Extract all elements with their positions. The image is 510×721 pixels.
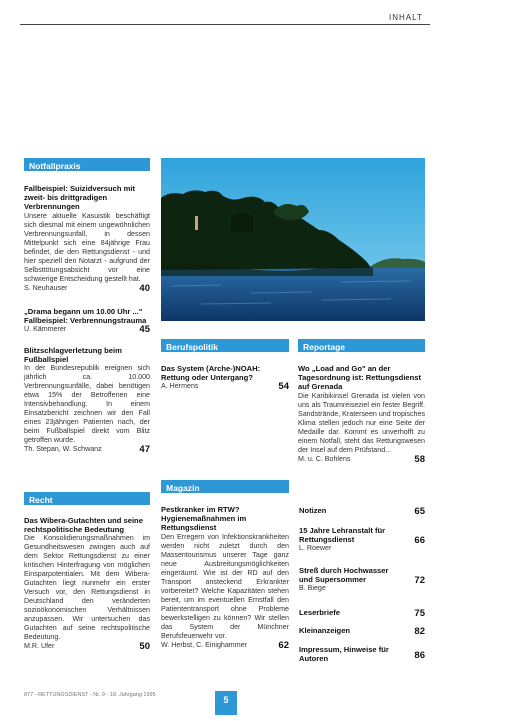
article-author: W. Herbst, C. Einighammer bbox=[161, 640, 247, 649]
article-title[interactable]: Das System (Arche-)NOAH: Rettung oder Untergang? bbox=[161, 364, 261, 383]
article-suizidversuch[interactable] bbox=[24, 184, 150, 293]
article-title[interactable]: Wo „Load and Go" an der Tagesordnung ist: Rettungsdienst auf Grenada bbox=[298, 364, 422, 392]
section-bar-reportage: Reportage bbox=[298, 339, 425, 352]
article-author: Th. Stepan, W. Schwanz bbox=[24, 445, 102, 454]
article-teaser: Unsere aktuelle Kasuistik beschäftigt sich diesmal mit einem ungewöhnlichen Verbrennungsunfall, in dessen Mittelpunkt sich eine 84jährige Frau befindet, die den Rettungsdienst - und hier speziell den Notarzt - aufgrund der Selbsttötungsabsicht vor eine schwierige Entscheidung gestellt hat. bbox=[24, 211, 150, 283]
header-rule bbox=[20, 24, 430, 25]
article-page-number: 58 bbox=[414, 453, 425, 465]
section-bar-recht: Recht bbox=[24, 492, 150, 505]
article-teaser: In der Bundesrepublik ereignen sich jährlich ca. 10.000 Verbrennungsunfälle, dabei benötigen etwa 15% der Betroffenen eine Intensivbehandlung. In einem Einsatzbericht zeichnen wir den Fall eines 23jährigen Patienten nach, der beim Fußballspiel direkt vom Blitz getroffen wurde. bbox=[24, 364, 150, 445]
article-teaser: Die Karibikinsel Grenada ist vielen von uns als Traumreiseziel ein fester Begriff. Sandstrände, Kraterseen und tropisches Klima stellen jedoch nur eine Seite der Medaille dar. Kommt es unverhofft zu einem Notfall, steht das Rettungswesen der Insel auf dem Prüfstand... bbox=[298, 391, 425, 454]
article-title[interactable]: Pestkranker im RTW? Hygienemaßnahmen im Rettungsdienst bbox=[161, 505, 247, 533]
index-item-hochwasser[interactable] bbox=[299, 566, 425, 593]
article-title[interactable]: „Drama begann um 10.00 Uhr ..." Fallbeispiel: Verbrennungstrauma bbox=[24, 306, 147, 325]
index-item-page: 72 bbox=[414, 575, 425, 586]
index-item-page: 65 bbox=[414, 506, 425, 517]
article-author: M. u. C. Bohlens bbox=[298, 454, 351, 463]
reportage-column bbox=[298, 339, 425, 464]
article-teaser: Die Konsolidierungsmaßnahmen im Gesundheitswesen zwingen auch auf dem Sektor Rettungsdienst zu einer kritischen Hinterfragung von möglichen Einsparpotentialen. Mit dem Wibera-Gutachten liegt nunmehr ein erster Versuch vor, den Rettungsdienst in Deutschland den veränderten sozioökonomischen Verhältnissen anzupassen. Wir untersuchen das Gutachten auf seine rechtspolitische Bedeutung. bbox=[24, 534, 150, 642]
footer-issue-note: 877 - RETTUNGSDIENST - Nr. 9 - 18. Jahrgang 1995 bbox=[24, 692, 156, 698]
index-item-kleinanzeigen[interactable] bbox=[299, 626, 425, 635]
index-item-lehranstalt[interactable] bbox=[299, 526, 425, 553]
article-page-number: 45 bbox=[139, 324, 150, 336]
article-noah[interactable] bbox=[161, 364, 289, 391]
index-item-leserbriefe[interactable] bbox=[299, 608, 425, 617]
index-item-page: 82 bbox=[414, 626, 425, 637]
index-item-notizen[interactable] bbox=[299, 506, 425, 515]
article-author: M.R. Ufer bbox=[24, 642, 55, 651]
article-title[interactable]: Blitzschlagverletzung beim Fußballspiel bbox=[24, 346, 122, 365]
index-item-page: 75 bbox=[414, 608, 425, 619]
index-item-author: L. Roewer bbox=[299, 544, 332, 553]
article-teaser: Den Erregern von Infektionskrankheiten werden nicht zuletzt durch den Massentourismus unserer Tage ganz neue Ausbreitungsmöglichkeiten eingeräumt. Wie ist der RD auf den Transport ansteckend Erkrankter vorbereitet? Welche Kapazitäten stehen bereit, um im eventuellen Ernstfall den Patiententransport ohne Probleme bewerkstelligen zu können? Wir stellen das System der Münchner Berufsfeuerwehr vor. bbox=[161, 532, 289, 640]
section-bar-notfallpraxis: Notfallpraxis bbox=[24, 158, 150, 171]
index-item-impressum[interactable] bbox=[299, 645, 425, 663]
page-number-box: 5 bbox=[215, 691, 237, 715]
article-drama[interactable] bbox=[24, 307, 150, 334]
index-item-title[interactable]: Impressum, Hinweise für Autoren bbox=[299, 645, 389, 664]
section-bar-berufspolitik: Berufspolitik bbox=[161, 339, 289, 352]
index-item-title[interactable]: Streß durch Hochwasser und Supersommer bbox=[299, 566, 389, 585]
notfallpraxis-column bbox=[24, 158, 150, 454]
index-item-page: 86 bbox=[414, 650, 425, 661]
index-item-title[interactable]: Notizen bbox=[299, 506, 327, 515]
article-blitzschlag[interactable] bbox=[24, 346, 150, 454]
section-bar-magazin: Magazin bbox=[161, 480, 289, 493]
article-page-number: 47 bbox=[139, 444, 150, 456]
article-page-number: 40 bbox=[139, 282, 150, 294]
page-header-label: INHALT bbox=[389, 13, 423, 22]
article-page-number: 50 bbox=[139, 641, 150, 653]
index-item-author: B. Biege bbox=[299, 584, 326, 593]
article-page-number: 62 bbox=[278, 639, 289, 651]
article-title[interactable]: Fallbeispiel: Suizidversuch mit zweit- bis drittgradigen Verbrennungen bbox=[24, 184, 135, 212]
short-index-list bbox=[299, 500, 425, 690]
article-author: A. Hermens bbox=[161, 382, 199, 391]
index-item-title[interactable]: 15 Jahre Lehranstalt für Rettungsdienst bbox=[299, 526, 386, 545]
grenada-coast-photo bbox=[161, 158, 425, 321]
article-title[interactable]: Das Wibera-Gutachten und seine rechtspolitische Bedeutung bbox=[24, 516, 143, 535]
article-page-number: 54 bbox=[278, 381, 289, 393]
index-item-page: 66 bbox=[414, 535, 425, 546]
article-grenada[interactable] bbox=[298, 364, 425, 464]
index-item-title[interactable]: Kleinanzeigen bbox=[299, 626, 351, 635]
article-pestkranker[interactable] bbox=[161, 505, 289, 650]
article-author: U. Kämmerer bbox=[24, 325, 67, 334]
article-wibera[interactable] bbox=[24, 516, 150, 651]
recht-column bbox=[24, 492, 150, 651]
berufspolitik-column bbox=[161, 339, 289, 391]
index-item-title[interactable]: Leserbriefe bbox=[299, 608, 340, 617]
article-author: S. Neuhauser bbox=[24, 283, 68, 292]
magazin-column bbox=[161, 480, 289, 650]
